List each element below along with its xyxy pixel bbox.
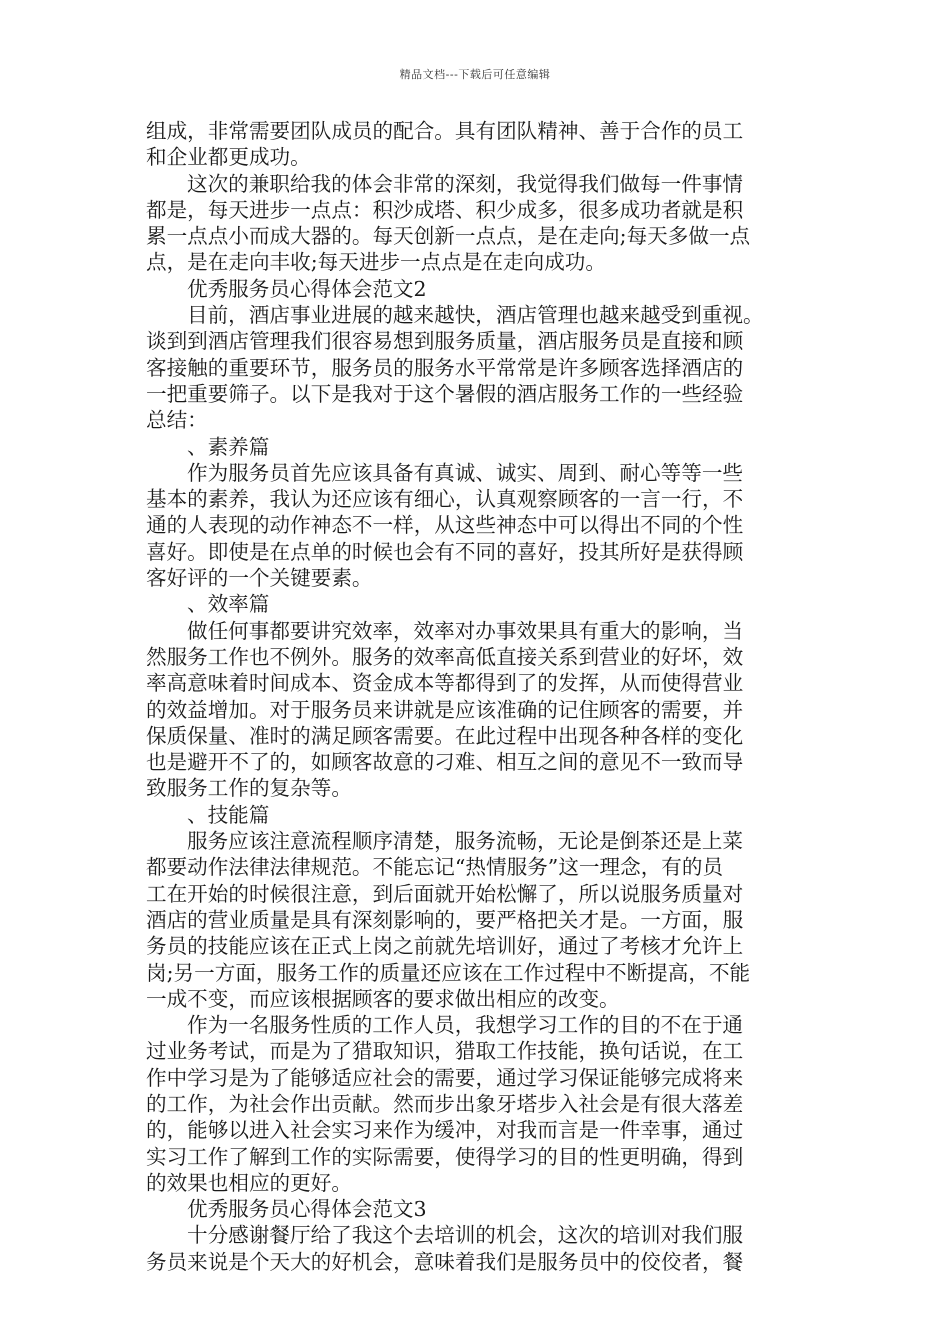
text-line: 目前，酒店事业进展的越来越快，酒店管理也越来越受到重视。 [187,303,764,328]
text-line: 组成，非常需要团队成员的配合。具有团队精神、善于合作的员工 [146,119,744,143]
text-line: 实习工作了解到工作的实际需要，使得学习的目的性更明确，得到 [146,1144,744,1169]
paragraph [146,118,806,171]
section-heading [146,276,806,302]
text-line: 优秀服务员心得体会范文2 [187,276,427,301]
text-line: 喜好。即使是在点单的时候也会有不同的喜好，投其所好是获得顾 [146,539,744,564]
text-line: 、技能篇 [187,802,270,827]
page-header: 精品文档---下载后可任意编辑 [399,68,551,81]
paragraph [146,618,806,802]
text-line: 的效益增加。对于服务员来讲就是应该准确的记住顾客的需要，并 [146,697,744,722]
text-line: 工在开始的时候很注意，到后面就开始松懈了，所以说服务质量对 [146,881,744,906]
text-line: 致服务工作的复杂等。 [146,776,352,801]
text-line: 的，能够以进入社会实习来作为缓冲，对我而言是一件幸事，通过 [146,1118,744,1143]
text-line: 也是避开不了的，如顾客故意的刁难、相互之间的意见不一致而导 [146,750,744,775]
paragraph [146,171,806,276]
text-line: 酒店的营业质量是具有深刻影响的，要严格把关才是。一方面，服 [146,907,744,932]
paragraph [146,828,806,1012]
text-line: 总结： [146,408,208,433]
text-line: 这次的兼职给我的体会非常的深刻，我觉得我们做每一件事情 [187,171,744,196]
document-body [146,118,806,1275]
text-line: 岗;另一方面，服务工作的质量还应该在工作过程中不断提高，不能 [146,960,751,985]
text-line: 客好评的一个关键要素。 [146,566,373,591]
subsection-heading [146,802,806,828]
text-line: 客接触的重要环节，服务员的服务水平常常是许多顾客选择酒店的 [146,355,744,380]
text-line: 服务应该注意流程顺序清楚，服务流畅，无论是倒茶还是上菜 [187,829,744,854]
text-line: 的效果也相应的更好。 [146,1170,352,1195]
text-line: 和企业都更成功。 [146,145,311,170]
text-line: 一把重要筛子。以下是我对于这个暑假的酒店服务工作的一些经验 [146,381,744,406]
text-line: 点，是在走向丰收;每天进步一点点是在走向成功。 [146,250,606,275]
text-line: 都要动作法律法律规范。不能忘记“热情服务”这一理念，有的员 [146,855,724,880]
text-line: 、效率篇 [187,592,270,617]
text-line: 过业务考试，而是为了猎取知识，猎取工作技能，换句话说，在工 [146,1039,744,1064]
text-line: 做任何事都要讲究效率，效率对办事效果具有重大的影响，当 [187,618,744,643]
text-line: 基本的素养，我认为还应该有细心，认真观察顾客的一言一行，不 [146,487,744,512]
text-line: 率高意味着时间成本、资金成本等都得到了的发挥，从而使得营业 [146,671,744,696]
paragraph [146,460,806,591]
section-heading [146,1196,806,1222]
text-line: 累一点点小而成大器的。每天创新一点点，是在走向;每天多做一点 [146,224,751,249]
subsection-heading [146,434,806,460]
subsection-heading [146,591,806,617]
text-line: 作为服务员首先应该具备有真诚、诚实、周到、耐心等等一些 [187,460,744,485]
text-line: 务员的技能应该在正式上岗之前就先培训好，通过了考核才允许上 [146,934,744,959]
paragraph [146,1222,806,1275]
text-line: 谈到到酒店管理我们很容易想到服务质量，酒店服务员是直接和顾 [146,329,744,354]
text-line: 作为一名服务性质的工作人员，我想学习工作的目的不在于通 [187,1013,744,1038]
paragraph [146,1012,806,1196]
text-line: 作中学习是为了能够适应社会的需要，通过学习保证能够完成将来 [146,1065,744,1090]
text-line: 的工作，为社会作出贡献。然而步出象牙塔步入社会是有很大落差 [146,1091,744,1116]
text-line: 务员来说是个天大的好机会，意味着我们是服务员中的佼佼者，餐 [146,1249,744,1274]
text-line: 、素养篇 [187,434,270,459]
text-line: 十分感谢餐厅给了我这个去培训的机会，这次的培训对我们服 [187,1223,744,1248]
text-line: 保质保量、准时的满足顾客需要。在此过程中出现各种各样的变化 [146,723,744,748]
text-line: 然服务工作也不例外。服务的效率高低直接关系到营业的好坏，效 [146,644,744,669]
text-line: 一成不变，而应该根据顾客的要求做出相应的改变。 [146,986,620,1011]
text-line: 通的人表现的动作神态不一样，从这些神态中可以得出不同的个性 [146,513,744,538]
paragraph [146,302,806,433]
text-line: 优秀服务员心得体会范文3 [187,1197,427,1222]
text-line: 都是，每天进步一点点：积沙成塔、积少成多，很多成功者就是积 [146,197,744,222]
